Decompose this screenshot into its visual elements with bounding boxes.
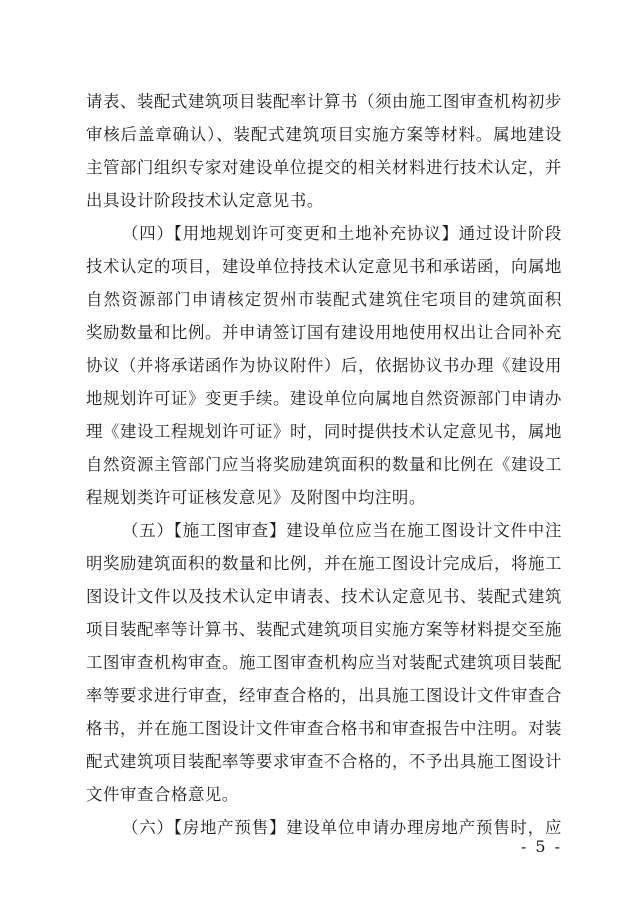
section-heading-line: （六）【房地产预售】建设单位申请办理房地产预售时，应 (122, 818, 562, 837)
text-line: 工图审查机构审查。施工图审查机构应当对装配式建筑项目装配 (86, 653, 562, 672)
text-line: 协议（并将承诺函作为协议附件）后，依据协议书办理《建设用 (86, 356, 562, 375)
text-line: 程规划类许可证核发意见》及附图中均注明。 (86, 488, 426, 507)
text-line: 技术认定的项目，建设单位持技术认定意见书和承诺函，向属地 (86, 257, 562, 276)
text-line: 文件审查合格意见。 (86, 785, 239, 804)
text-line: 率等要求进行审查，经审查合格的，出具施工图设计文件审查合 (86, 686, 562, 705)
page-number: - 5 - (520, 837, 562, 856)
text-line: 地规划许可证》变更手续。建设单位向属地自然资源部门申请办 (86, 389, 562, 408)
text-line: 图设计文件以及技术认定申请表、技术认定意见书、装配式建筑 (86, 587, 562, 606)
text-line: 出具设计阶段技术认定意见书。 (86, 191, 324, 210)
text-line: 请表、装配式建筑项目装配率计算书（须由施工图审查机构初步 (86, 92, 562, 111)
text-line: 主管部门组织专家对建设单位提交的相关材料进行技术认定，并 (86, 158, 562, 177)
text-line: 自然资源部门申请核定贺州市装配式建筑住宅项目的建筑面积 (86, 290, 562, 309)
text-line: 自然资源主管部门应当将奖励建筑面积的数量和比例在《建设工 (86, 455, 562, 474)
text-line: 奖励数量和比例。并申请签订国有建设用地使用权出让合同补充 (86, 323, 562, 342)
section-heading-line: （五）【施工图审查】建设单位应当在施工图设计文件中注 (122, 521, 562, 540)
text-line: 理《建设工程规划许可证》时，同时提供技术认定意见书，属地 (86, 422, 562, 441)
text-line: 格书，并在施工图设计文件审查合格书和审查报告中注明。对装 (86, 719, 562, 738)
text-line: 审核后盖章确认）、装配式建筑项目实施方案等材料。属地建设 (86, 125, 562, 144)
text-line: 项目装配率等计算书、装配式建筑项目实施方案等材料提交至施 (86, 620, 562, 639)
text-line: 配式建筑项目装配率等要求审查不合格的，不予出具施工图设计 (86, 752, 562, 771)
text-line: 明奖励建筑面积的数量和比例，并在施工图设计完成后，将施工 (86, 554, 562, 573)
section-heading-line: （四）【用地规划许可变更和土地补充协议】通过设计阶段 (122, 224, 562, 243)
